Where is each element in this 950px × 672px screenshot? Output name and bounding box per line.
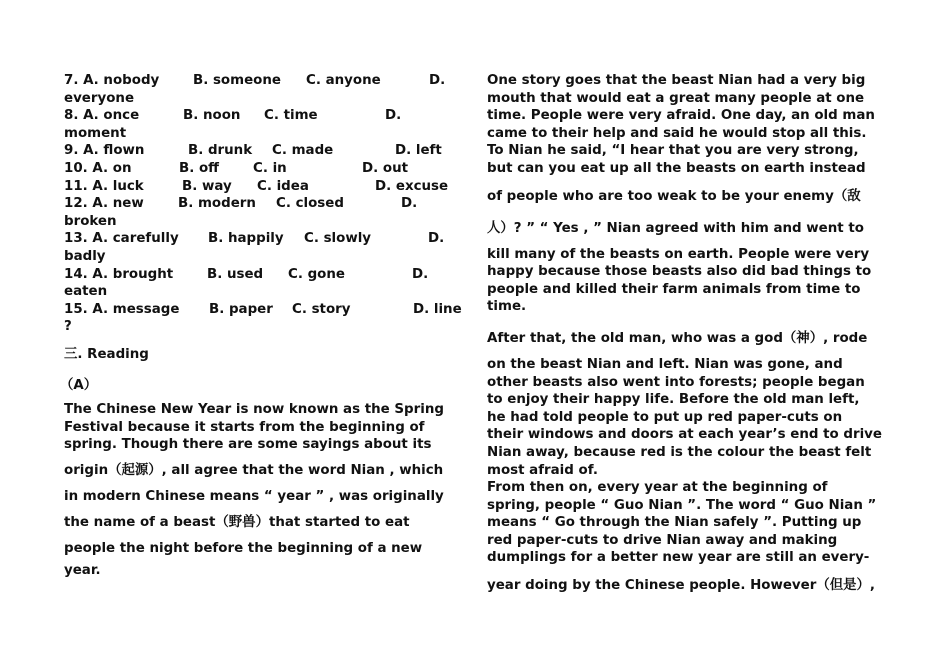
question-14-option-b: B. used xyxy=(207,266,264,282)
story-paragraph-3 xyxy=(487,479,887,599)
paragraph-line: kill many of the beasts on earth. People were very xyxy=(487,246,870,262)
paragraph-line: time. xyxy=(487,299,527,315)
question-14-option-c: C. gone xyxy=(288,266,345,282)
story-paragraph-1 xyxy=(487,72,887,316)
paragraph-line: people the night before the beginning of a new xyxy=(64,540,423,556)
paragraph-line: year. xyxy=(64,562,101,578)
question-7-option-a: 7. A. nobody xyxy=(64,73,160,88)
question-12-option-a: 12. A. new xyxy=(64,196,144,212)
question-10-option-c: C. in xyxy=(253,160,287,176)
question-10-option-b: B. off xyxy=(179,160,220,176)
paragraph-line: but can you eat up all the beasts on earth instead xyxy=(487,160,866,176)
question-8 xyxy=(64,107,456,125)
question-12-wrap: broken xyxy=(64,213,117,229)
question-9-option-d: D. left xyxy=(395,143,442,159)
paragraph-line: other beasts also went into forests; people began xyxy=(487,374,865,390)
paragraph-line: dumplings for a better new year are still an every- xyxy=(487,550,870,566)
paragraph-line: came to their help and said he would stop all this. xyxy=(487,125,867,141)
paragraph-line: on the beast Nian and left. Nian was gone, and xyxy=(487,356,843,372)
paragraph-line: spring. Though there are some sayings about its xyxy=(64,437,432,453)
paragraph-line: The Chinese New Year is now known as the Spring xyxy=(64,402,444,418)
question-14-option-d: D. xyxy=(412,266,429,282)
paragraph-line: mouth that would eat a great many people at one xyxy=(487,90,865,106)
question-9-option-b: B. drunk xyxy=(188,143,253,159)
question-list xyxy=(64,72,462,336)
question-11-option-a: 11. A. luck xyxy=(64,178,144,194)
question-13-option-d: D. xyxy=(428,231,445,247)
paragraph-line: 人）? ” “ Yes , ” Nian agreed with him and went to xyxy=(487,220,864,236)
paragraph-line: To Nian he said, “I hear that you are very strong, xyxy=(487,143,859,159)
question-11-option-c: C. idea xyxy=(257,178,309,194)
question-15-option-a: 15. A. message xyxy=(64,301,180,317)
left-column xyxy=(60,72,462,579)
question-9-option-c: C. made xyxy=(272,143,334,159)
paragraph-line: happy because those beasts also did bad things to xyxy=(487,264,872,280)
question-14-wrap: eaten xyxy=(64,284,108,300)
question-12-option-c: C. closed xyxy=(276,196,344,212)
paragraph-line: means “ Go through the Nian safely ”. Putting up xyxy=(487,515,862,531)
paragraph-line: the name of a beast（野兽）that started to eat xyxy=(64,514,410,530)
question-10-option-d: D. out xyxy=(362,160,408,176)
question-8-option-c: C. time xyxy=(264,108,318,124)
question-13-option-a: 13. A. carefully xyxy=(64,231,179,247)
paragraph-line: in modern Chinese means “ year ” , was originally xyxy=(64,488,444,504)
question-11-option-d: D. excuse xyxy=(375,178,449,194)
question-10-option-a: 10. A. on xyxy=(64,160,132,176)
question-14-option-a: 14. A. brought xyxy=(64,266,174,282)
question-15-option-d: D. line xyxy=(413,301,462,317)
question-8-option-d: D. xyxy=(385,108,402,124)
question-13-option-b: B. happily xyxy=(208,231,284,247)
paragraph-line: their windows and doors at each year’s end to drive xyxy=(487,427,882,443)
paragraph-line: Festival because it starts from the beginning of xyxy=(64,419,425,435)
paragraph-line: he had told people to put up red paper-cuts on xyxy=(487,409,843,425)
question-7-option-d: D. xyxy=(429,73,446,88)
question-8-wrap: moment xyxy=(64,125,127,141)
question-11-option-b: B. way xyxy=(182,178,232,194)
paragraph-line: people and killed their farm animals from time to xyxy=(487,281,861,297)
question-14 xyxy=(64,266,456,284)
paragraph-line: to enjoy their happy life. Before the old man left, xyxy=(487,392,860,408)
question-9-option-a: 9. A. flown xyxy=(64,143,145,159)
paragraph-line: After that, the old man, who was a god（神）, rode xyxy=(487,330,868,346)
question-12-option-d: D. xyxy=(401,196,418,212)
question-10 xyxy=(64,160,456,178)
question-13 xyxy=(64,230,456,248)
question-8-option-a: 8. A. once xyxy=(64,108,140,124)
question-15-option-c: C. story xyxy=(292,301,351,317)
paragraph-line: spring, people “ Guo Nian ”. The word “ Guo Nian ” xyxy=(487,497,877,513)
question-11 xyxy=(64,178,456,196)
paragraph-line: time. People were very afraid. One day, an old man xyxy=(487,108,875,124)
paragraph-line: of people who are too weak to be your enemy（敌 xyxy=(487,188,861,204)
paragraph-line: One story goes that the beast Nian had a very big xyxy=(487,73,866,88)
paragraph-line: Nian away, because red is the colour the beast felt xyxy=(487,444,872,460)
question-13-option-c: C. slowly xyxy=(304,231,372,247)
question-7-wrap: everyone xyxy=(64,90,135,106)
question-12-option-b: B. modern xyxy=(178,196,256,212)
section-part-label: （A） xyxy=(60,377,98,393)
paragraph-line: year doing by the Chinese people. However（但是）, xyxy=(487,578,875,594)
question-12 xyxy=(64,195,456,213)
question-8-option-b: B. noon xyxy=(183,108,241,124)
paragraph-line: origin（起源）, all agree that the word Nian , which xyxy=(64,462,444,478)
question-15-wrap: ? xyxy=(64,319,72,335)
paragraph-line: From then on, every year at the beginning of xyxy=(487,480,828,496)
question-15-option-b: B. paper xyxy=(209,301,273,317)
question-7 xyxy=(64,72,456,90)
story-paragraph-2 xyxy=(487,326,887,479)
question-13-wrap: badly xyxy=(64,248,106,264)
question-7-option-c: C. anyone xyxy=(306,73,381,88)
section-heading: 三. Reading xyxy=(64,346,149,362)
intro-paragraph xyxy=(64,401,456,579)
paragraph-line: most afraid of. xyxy=(487,462,598,478)
right-column xyxy=(487,72,887,599)
question-15 xyxy=(64,301,462,319)
paragraph-line: red paper-cuts to drive Nian away and making xyxy=(487,532,838,548)
question-9 xyxy=(64,142,456,160)
question-7-option-b: B. someone xyxy=(193,73,281,88)
